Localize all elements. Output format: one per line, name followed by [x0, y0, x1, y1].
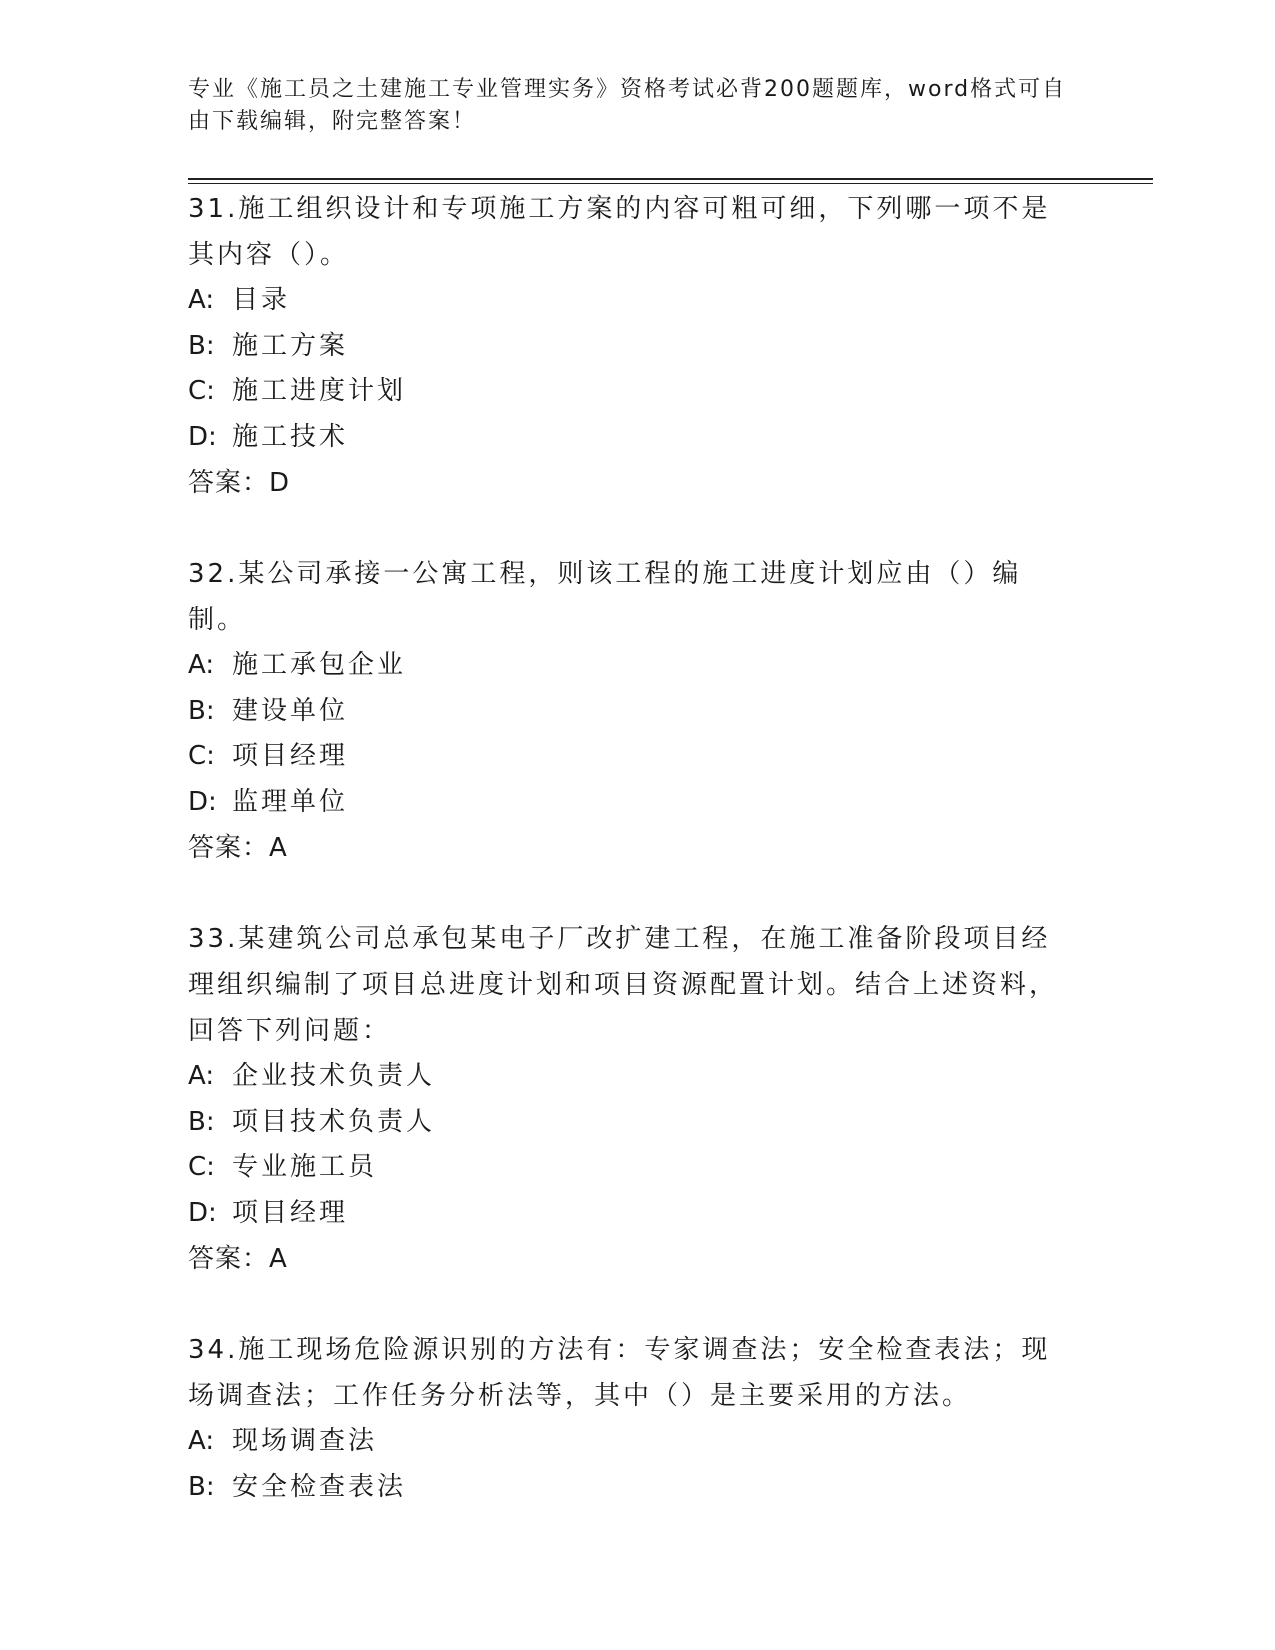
option-text: 目录: [232, 285, 291, 315]
option-c: [188, 1145, 1078, 1191]
option-text: 施工方案: [232, 330, 349, 361]
option-text: 施工技术: [232, 421, 349, 452]
question-31: [188, 186, 1078, 506]
option-text: 建设单位: [232, 695, 349, 726]
option-text: 监理单位: [232, 786, 349, 817]
option-c: [188, 734, 1078, 780]
header-divider-thin: [188, 183, 1153, 184]
option-letter: B:: [188, 1471, 215, 1502]
question-text: 33.某建筑公司总承包某电子厂改扩建工程，在施工准备阶段项目经理组织编制了项目总进度计划和项目资源配置计划。结合上述资料，回答下列问题：: [188, 924, 1059, 1046]
option-a: [188, 278, 1078, 324]
option-c: [188, 369, 1078, 415]
option-d: [188, 415, 1078, 461]
option-b: [188, 689, 1078, 735]
option-text: 施工进度计划: [232, 376, 407, 406]
option-letter: A:: [188, 650, 215, 680]
question-34: [188, 1327, 1078, 1510]
option-text: 安全检查表法: [232, 1471, 407, 1502]
header-divider-thick: [188, 178, 1153, 180]
question-text: 31.施工组织设计和专项施工方案的内容可粗可细，下列哪一项不是其内容（）。: [188, 194, 1051, 270]
question-text: 32.某公司承接一公寓工程，则该工程的施工进度计划应由（）编制。: [188, 559, 1022, 635]
answer-line: 答案：A: [188, 833, 288, 863]
option-letter: A:: [188, 1426, 215, 1456]
option-d: [188, 780, 1078, 826]
option-a: [188, 1054, 1078, 1100]
option-text: 企业技术负责人: [232, 1061, 436, 1091]
option-a: [188, 1419, 1078, 1465]
question-33: [188, 916, 1078, 1282]
option-b: [188, 1465, 1078, 1511]
option-a: [188, 643, 1078, 689]
answer-line: 答案：D: [188, 468, 291, 498]
option-d: [188, 1191, 1078, 1237]
option-text: 现场调查法: [232, 1426, 378, 1456]
option-text: 项目经理: [232, 741, 349, 771]
option-letter: A:: [188, 1061, 215, 1091]
option-letter: B:: [188, 1106, 215, 1137]
option-letter: C:: [188, 1152, 215, 1182]
option-letter: D:: [188, 421, 217, 452]
document-header: 专业《施工员之土建施工专业管理实务》资格考试必背200题题库，word格式可自由下载编辑，附完整答案！: [188, 77, 1067, 134]
question-list: [188, 186, 1078, 1555]
option-letter: C:: [188, 376, 215, 406]
option-letter: B:: [188, 330, 215, 361]
option-letter: A:: [188, 285, 215, 315]
option-letter: B:: [188, 695, 215, 726]
question-32: [188, 551, 1078, 871]
option-b: [188, 324, 1078, 370]
option-letter: C:: [188, 741, 215, 771]
option-text: 项目经理: [232, 1197, 349, 1228]
option-text: 专业施工员: [232, 1152, 378, 1182]
option-letter: D:: [188, 786, 217, 817]
option-letter: D:: [188, 1197, 217, 1228]
question-text: 34.施工现场危险源识别的方法有：专家调查法；安全检查表法；现场调查法；工作任务分析法等，其中（）是主要采用的方法。: [188, 1335, 1051, 1411]
option-text: 项目技术负责人: [232, 1106, 436, 1137]
answer-line: 答案：A: [188, 1244, 288, 1274]
option-text: 施工承包企业: [232, 650, 407, 680]
option-b: [188, 1100, 1078, 1146]
